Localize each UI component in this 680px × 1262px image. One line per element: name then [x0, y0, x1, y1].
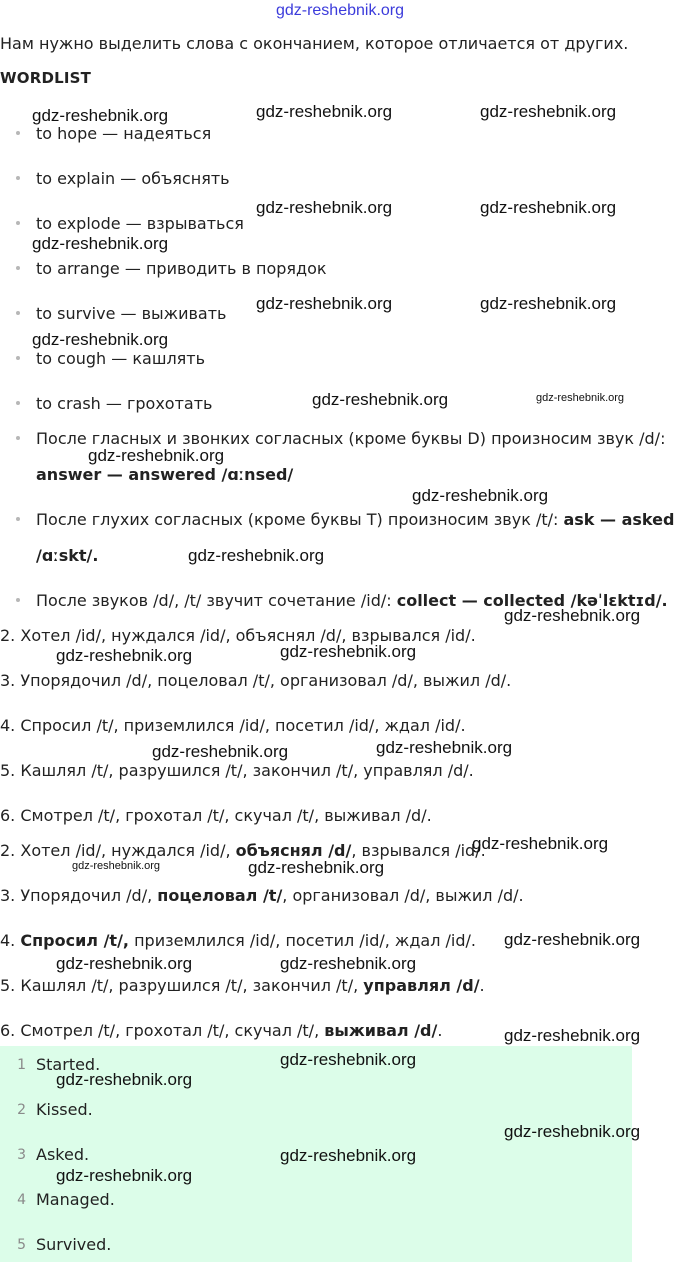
watermark-text: gdz-reshebnik.org [504, 1026, 641, 1045]
rule-voiceless-transcription: /ɑːskt/. [36, 546, 99, 565]
watermark-text: gdz-reshebnik.org [152, 742, 289, 761]
watermark-text: gdz-reshebnik.org [412, 486, 549, 505]
marked-line [0, 1021, 442, 1040]
intro-text: Нам нужно выделить слова с окончанием, которое отличается от других. [0, 34, 629, 53]
wordlist-item: to explain — объяснять [36, 169, 230, 188]
marked-line [0, 886, 524, 905]
marked-line-after: приземлился /id/, посетил /id/, ждал /id/. [129, 931, 476, 950]
watermark-text: gdz-reshebnik.org [248, 858, 385, 877]
answer-text: Managed. [36, 1190, 115, 1209]
watermark-text: gdz-reshebnik.org [88, 446, 225, 465]
answer-text: Started. [36, 1055, 101, 1074]
rule-voiced-text: После гласных и звонких согласных (кроме буквы D) произносим звук /d/: [36, 429, 666, 448]
answer-number: 1 [17, 1057, 26, 1073]
marked-line-before: 2. Хотел /id/, нуждался /id/, [0, 841, 236, 860]
rule-id-text: После звуков /d/, /t/ звучит сочетание /id/: [36, 591, 397, 610]
wordlist-item: to crash — грохотать [36, 394, 213, 413]
rule-voiceless-example: ask — asked [563, 510, 675, 529]
marked-line-before: 5. Кашлял /t/, разрушился /t/, закончил /t/, [0, 976, 364, 995]
watermark-text: gdz-reshebnik.org [188, 546, 325, 565]
watermark-text: gdz-reshebnik.org [256, 294, 393, 313]
wordlist-item: to explode — взрываться [36, 214, 244, 233]
watermark-text: gdz-reshebnik.org [280, 1050, 417, 1069]
watermark-text: gdz-reshebnik.org [256, 198, 393, 217]
watermark-text: gdz-reshebnik.org [256, 102, 393, 121]
watermark-text: gdz-reshebnik.org [480, 294, 617, 313]
rule-voiceless [36, 510, 674, 529]
marked-line-after: , организовал /d/, выжил /d/. [282, 886, 524, 905]
marked-line [0, 931, 476, 950]
answer-line: 2. Хотел /id/, нуждался /id/, объяснял /d/, взрывался /id/. [0, 626, 476, 645]
bullet-icon [16, 436, 20, 440]
rule-id-example: collect — collected /kəˈlɛktɪd/. [396, 591, 668, 610]
watermark-text: gdz-reshebnik.org [280, 642, 417, 661]
answer-number: 4 [17, 1192, 26, 1208]
watermark-text: gdz-reshebnik.org [56, 954, 193, 973]
wordlist-heading: WORDLIST [0, 69, 92, 87]
watermark-text: gdz-reshebnik.org [504, 1122, 641, 1141]
watermark-text: gdz-reshebnik.org [472, 834, 609, 853]
marked-line-before: 6. Смотрел /t/, грохотал /t/, скучал /t/, [0, 1021, 325, 1040]
watermark-text: gdz-reshebnik.org [536, 392, 625, 404]
marked-word: выживал /d/ [324, 1021, 438, 1040]
marked-line-before: 4. [0, 931, 21, 950]
marked-line-after: . [437, 1021, 443, 1040]
bullet-icon [16, 598, 20, 602]
watermark-text: gdz-reshebnik.org [72, 860, 161, 872]
wordlist-item: to hope — надеяться [36, 124, 212, 143]
marked-word: Спросил /t/, [20, 931, 129, 950]
marked-word: объяснял /d/ [235, 841, 352, 860]
answer-number: 2 [17, 1102, 26, 1118]
wordlist-item: to arrange — приводить в порядок [36, 259, 327, 278]
watermark-text: gdz-reshebnik.org [280, 954, 417, 973]
marked-line-before: 3. Упорядочил /d/, [0, 886, 158, 905]
wordlist-item: to survive — выживать [36, 304, 227, 323]
bullet-icon [16, 401, 20, 405]
bullet-icon [16, 266, 20, 270]
watermark-text: gdz-reshebnik.org [32, 330, 169, 349]
marked-word: управлял /d/ [363, 976, 480, 995]
watermark-text: gdz-reshebnik.org [376, 738, 513, 757]
marked-line [0, 841, 486, 860]
rule-voiced-example: answer — answered /ɑːnsed/ [36, 465, 294, 484]
site-header-watermark[interactable]: gdz-reshebnik.org [275, 2, 405, 19]
watermark-text: gdz-reshebnik.org [504, 606, 641, 625]
bullet-icon [16, 221, 20, 225]
bullet-icon [16, 131, 20, 135]
answer-line: 3. Упорядочил /d/, поцеловал /t/, организовал /d/, выжил /d/. [0, 671, 512, 690]
answer-line: 4. Спросил /t/, приземлился /id/, посетил /id/, ждал /id/. [0, 716, 466, 735]
watermark-text: gdz-reshebnik.org [504, 930, 641, 949]
bullet-icon [16, 311, 20, 315]
answer-number: 5 [17, 1237, 26, 1253]
marked-line-after: , взрывался /id/. [351, 841, 486, 860]
marked-word: поцеловал /t/ [157, 886, 283, 905]
answer-text: Kissed. [36, 1100, 93, 1119]
watermark-text: gdz-reshebnik.org [312, 390, 449, 409]
watermark-text: gdz-reshebnik.org [32, 106, 169, 125]
answer-line: 6. Смотрел /t/, грохотал /t/, скучал /t/, выживал /d/. [0, 806, 432, 825]
answer-line: 5. Кашлял /t/, разрушился /t/, закончил /t/, управлял /d/. [0, 761, 474, 780]
watermark-text: gdz-reshebnik.org [480, 198, 617, 217]
watermark-text: gdz-reshebnik.org [56, 1166, 193, 1185]
bullet-icon [16, 517, 20, 521]
marked-line-after: . [479, 976, 485, 995]
marked-line [0, 976, 485, 995]
watermark-text: gdz-reshebnik.org [280, 1146, 417, 1165]
wordlist-item: to cough — кашлять [36, 349, 206, 368]
watermark-text: gdz-reshebnik.org [480, 102, 617, 121]
answer-number: 3 [17, 1147, 26, 1163]
answer-text: Survived. [36, 1235, 112, 1254]
bullet-icon [16, 356, 20, 360]
answer-text: Asked. [36, 1145, 90, 1164]
watermark-text: gdz-reshebnik.org [56, 1070, 193, 1089]
watermark-text: gdz-reshebnik.org [32, 234, 169, 253]
bullet-icon [16, 176, 20, 180]
rule-voiceless-text: После глухих согласных (кроме буквы T) произносим звук /t/: [36, 510, 564, 529]
watermark-text: gdz-reshebnik.org [56, 646, 193, 665]
